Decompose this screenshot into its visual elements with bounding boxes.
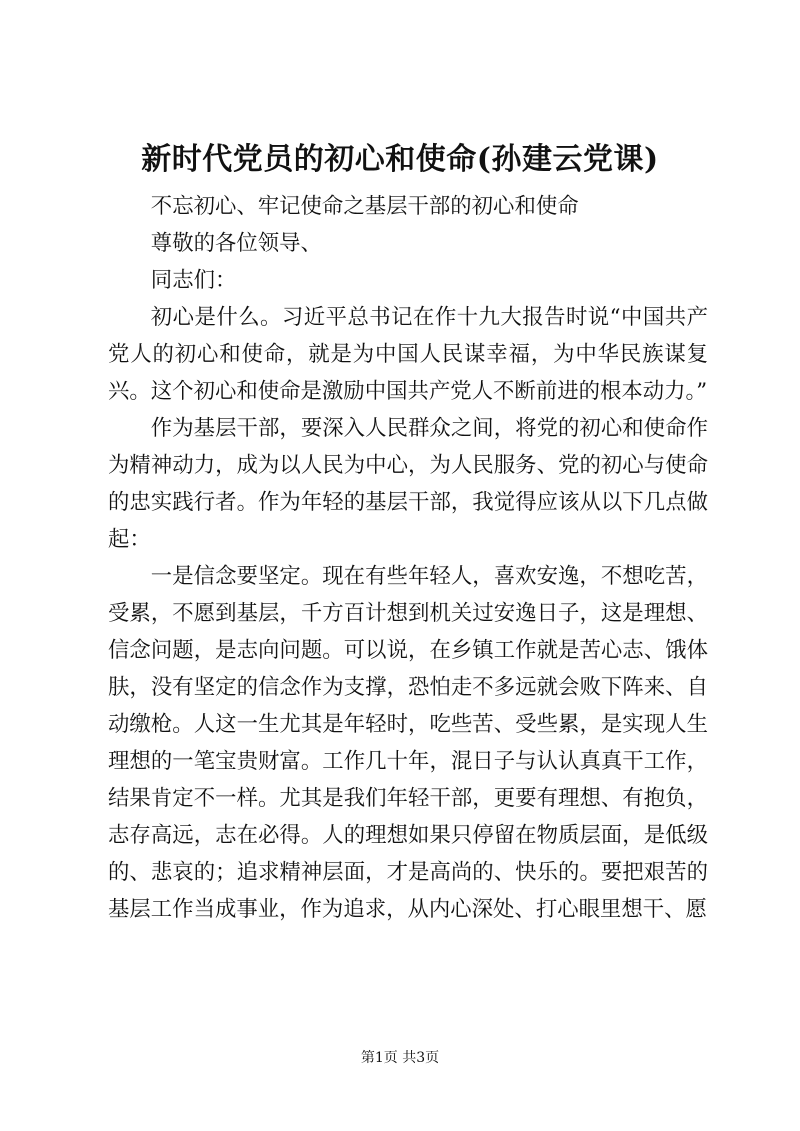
salutation-paragraph: 同志们： bbox=[150, 268, 237, 293]
body-paragraph: 作为基层干部，要深入人民群众之间，将党的初心和使命作为精神动力，成为以人民为中心，为人民服务、党的初心与使命的忠实践行者。作为年轻的基层干部，我觉得应该从以下几点做起： bbox=[108, 416, 708, 552]
page-number-footer: 第1页 共3页 bbox=[360, 1050, 440, 1066]
salutation-paragraph: 尊敬的各位领导、 bbox=[150, 231, 322, 256]
document-body bbox=[108, 188, 708, 928]
subtitle-paragraph: 不忘初心、牢记使命之基层干部的初心和使命 bbox=[150, 194, 579, 219]
body-paragraph: 初心是什么。习近平总书记在作十九大报告时说“中国共产党人的初心和使命，就是为中国人民谋幸福，为中华民族谋复兴。这个初心和使命是激励中国共产党人不断前进的根本动力。” bbox=[108, 305, 708, 404]
body-paragraph: 一是信念要坚定。现在有些年轻人，喜欢安逸，不想吃苦，受累，不愿到基层，千方百计想到机关过安逸日子，这是理想、信念问题，是志向问题。可以说，在乡镇工作就是苦心志、饿体肤，没有坚定的信念作为支撑，恐怕走不多远就会败下阵来、自动缴枪。人这一生尤其是年轻时，吃些苦、受些累，是实现人生理想的一笔宝贵财富。工作几十年，混日子与认认真真干工作，结果肯定不一样。尤其是我们年轻干部，更要有理想、有抱负，志存高远，志在必得。人的理想如果只停留在物质层面，是低级的、悲哀的；追求精神层面，才是高尚的、快乐的。要把艰苦的基层工作当成事业，作为追求，从内心深处、打心眼里想干、愿 bbox=[108, 564, 708, 922]
document-title: 新时代党员的初心和使命(孙建云党课) bbox=[141, 142, 659, 177]
